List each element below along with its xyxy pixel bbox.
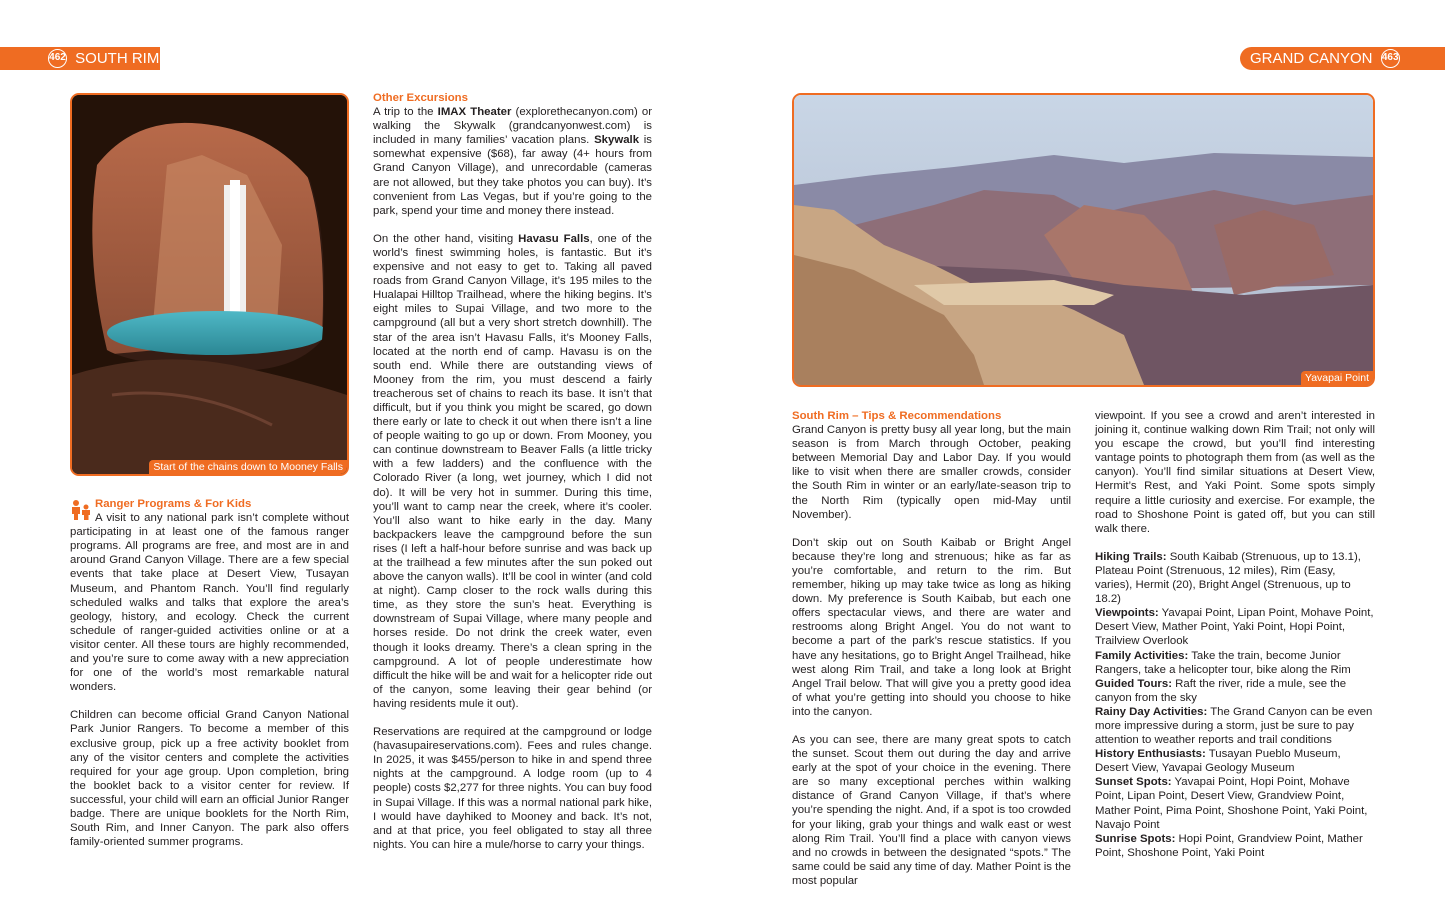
excursions-paragraph-1: A trip to the IMAX Theater (explorethecanyon.com) or walking the Skywalk (grandcanyonwest.com) is included in many families’ vacation plans. Skywalk is somewhat expensive ($68), far away (4+ hours from Grand Canyon Village), and unrecordable (cameras are not allowed, but they take photos you can buy). It’s convenient from Las Vegas, but if you’re going to the park, spend your time and money there instead.	[373, 106, 653, 217]
right-page-number: 463	[1381, 49, 1400, 68]
tips-heading: South Rim – Tips & Recommendations	[792, 410, 1002, 422]
excursions-paragraph-2: On the other hand, visiting Havasu Falls, one of the world’s finest swimming holes, is fantastic. But it’s expensive and not easy to get to. Taking all paved roads from Grand Canyon Village, it’s 195 miles to the Hualapai Hilltop Trailhead, where the hiking begins. It’s eight miles to Supai Village, and two more to the campground (all but a very short stretch downhill). The star of the area isn’t Havasu Falls, it’s Mooney Falls, located at the north end of camp. Havasu is on the south end. While there are outstanding views of Mooney from the rim, you must descend a fairly treacherous set of chains to reach its base. It isn’t that difficult, but if you think you might be scared, go down there early or late to check it out when there isn’t a line of people waiting to go up or down. From Mooney, you can continue downstream to Beaver Falls (a little tricky with a few ladders) and the confluence with the Colorado River (a long, wet journey, which I did not do). It will be very hot in summer. During this time, you’ll want to camp near the creek, where it’s cooler. You’ll also want to hike early in the day. Many backpackers leave the campground before the sun rises (I left a half-hour before sunrise and was back up at the trailhead a few minutes after the sun poked out above the canyon walls). It’ll be cool in winter (and cold at night). Camp closer to the rock walls during this time, as they store the sun’s heat. Everything is downstream of Supai Village, where many people and horses reside. Do not drink the creek water, even though it looks dreamy. There’s a clean spring in the campground. A lot of people underestimate how difficult the hike will be and wait for a helicopter ride out of the canyon, some leaving their gear behind (or having residents mule it out).	[373, 232, 652, 710]
list-item: Hiking Trails: South Kaibab (Strenuous, up to 13.1), Plateau Point (Strenuous, 12 miles), Rim (Easy, varies), Hermit (20), Bright Angel (Strenuous, up to 18.2)	[1095, 550, 1361, 606]
skywalk-term: Skywalk	[594, 134, 640, 147]
list-item: Family Activities: Take the train, become Junior Rangers, take a helicopter tour, bike along the Rim	[1095, 649, 1351, 676]
left-header	[0, 47, 160, 70]
ranger-heading: Ranger Programs & For Kids	[95, 498, 252, 510]
list-item: Sunset Spots: Yavapai Point, Hopi Point, Mohave Point, Lipan Point, Desert View, Grandview Point, Mather Point, Pima Point, Shoshone Point, Yaki Point, Navajo Point	[1095, 776, 1368, 831]
list-item: History Enthusiasts: Tusayan Pueblo Museum, Desert View, Yavapai Geology Museum	[1095, 748, 1341, 775]
right-header	[1240, 47, 1400, 70]
right-photo-caption: Yavapai Point	[1301, 371, 1373, 385]
ranger-programs-section	[70, 497, 349, 863]
list-item: Guided Tours: Raft the river, ride a mule, see the canyon from the sky	[1095, 677, 1347, 704]
list-item: Viewpoints: Yavapai Point, Lipan Point, Mohave Point, Desert View, Mather Point, Yaki Point, Hopi Point, Trailview Overlook	[1095, 607, 1374, 648]
canyon-illustration	[794, 95, 1373, 385]
tips-paragraph-1: Grand Canyon is pretty busy all year long, but the main season is from March through October, peaking between Memorial Day and Labor Day. If you would like to visit when there are smaller crowds, consider the South Rim in winter or an early/late-season trip to the North Rim (typically open mid-May until November).	[792, 424, 1071, 521]
list-item: Rainy Day Activities: The Grand Canyon can be even more impressive during a storm, just be sure to pay attention to weather reports and trail conditions	[1095, 705, 1373, 747]
left-photo-caption: Start of the chains down to Mooney Falls	[149, 460, 347, 474]
ranger-paragraph-1: A visit to any national park isn’t complete without participating in at least one of the famous ranger programs. All programs are free, and most are in and around Grand Canyon Village. There are a few special events that take place at Desert View, Tusayan Museum, and Phantom Ranch. You’ll find regularly scheduled walks and talks that explore the area’s geology, history, and ecology. Check the current schedule of ranger-guided activities online or at a visitor center. All these tours are highly recommended, and you’re sure to come away with a new appreciation for one of the world’s most remarkable natural wonders.	[70, 512, 349, 694]
right-running-title: GRAND CANYON	[1250, 50, 1373, 67]
list-item: Sunrise Spots: Hopi Point, Grandview Point, Mather Point, Shoshone Point, Yaki Point	[1095, 832, 1363, 859]
tips-paragraph-3: As you can see, there are many great spots to catch the sunset. Scout them out during the day and arrive early at the spot of your choice in the evening. There are so many exceptional perches within walking distance of Grand Canyon Village, if that’s where you’re spending the night. And, if a spot is too crowded for your liking, grab your things and walk east or west along Rim Trail. You’ll find a place with canyon views and no crowds in between the designated “spots.” The same could be said any time of day. Mather Point is the most popular	[792, 733, 1072, 887]
mooney-falls-photo	[70, 93, 349, 476]
imax-theater-term: IMAX Theater	[437, 106, 512, 119]
excursions-heading: Other Excursions	[373, 92, 468, 104]
tips-continued-section	[1095, 409, 1375, 860]
yavapai-point-photo	[792, 93, 1375, 387]
ranger-paragraph-2: Children can become official Grand Canyon National Park Junior Rangers. To become a member of this exclusive group, pick up a free activity booklet from any of the visitor centers and complete the activities required for your age group. Upon completion, bring the booklet back to a visitor center for review. If successful, your child will earn an official Junior Ranger badge. There are unique booklets for the North Rim, South Rim, and Inner Canyon. The park also offers family-oriented summer programs.	[70, 709, 349, 849]
excursions-section	[373, 91, 652, 866]
summary-list	[1095, 550, 1375, 860]
tips-paragraph-4: viewpoint. If you see a crowd and aren’t interested in joining it, continue walking down Rim Trail; not only will you escape the crowd, but you’ll find interesting vantage points to photograph them from (as well as the canyon). You’ll find similar situations at Desert View, Hermit’s Rest, and Yaki Point. Some spots simply require a little curiosity and exercise. For example, the road to Shoshone Point is gated off, but you can still walk there.	[1095, 410, 1375, 535]
waterfall-illustration	[72, 95, 347, 474]
havasu-falls-term: Havasu Falls	[518, 232, 590, 245]
tips-section	[792, 409, 1071, 902]
left-running-title: SOUTH RIM	[75, 50, 160, 67]
tips-paragraph-2: Don’t skip out on South Kaibab or Bright Angel because they’re long and strenuous; hike as far as you’re comfortable, and return to the rim. But remember, hiking up may take twice as long as hiking down. My preference is South Kaibab, but each one offers spectacular views, and there are water and restrooms along Bright Angel. You do not want to become a part of the park’s rescue statistics. If you have any hesitations, go to Bright Angel Trailhead, hike west along Rim Trail, and take a long look at Bright Angel Trail below. That will give you a pretty good idea of what you’re getting into should you choose to hike into the canyon.	[792, 536, 1071, 718]
excursions-paragraph-3: Reservations are required at the campground or lodge (havasupaireservations.com). Fees and rules change. In 2025, it was $455/person to hike in and spend three nights at the campground. A lodge room (up to 4 people) costs $2,277 for three nights. You can buy food in Supai Village. If this was a normal national park hike, I would have dayhiked to Mooney and back. It’s not, and at that price, you feel obligated to stay all three nights. You can hire a mule/horse to carry your things.	[373, 726, 652, 851]
left-page-number: 462	[48, 49, 67, 68]
